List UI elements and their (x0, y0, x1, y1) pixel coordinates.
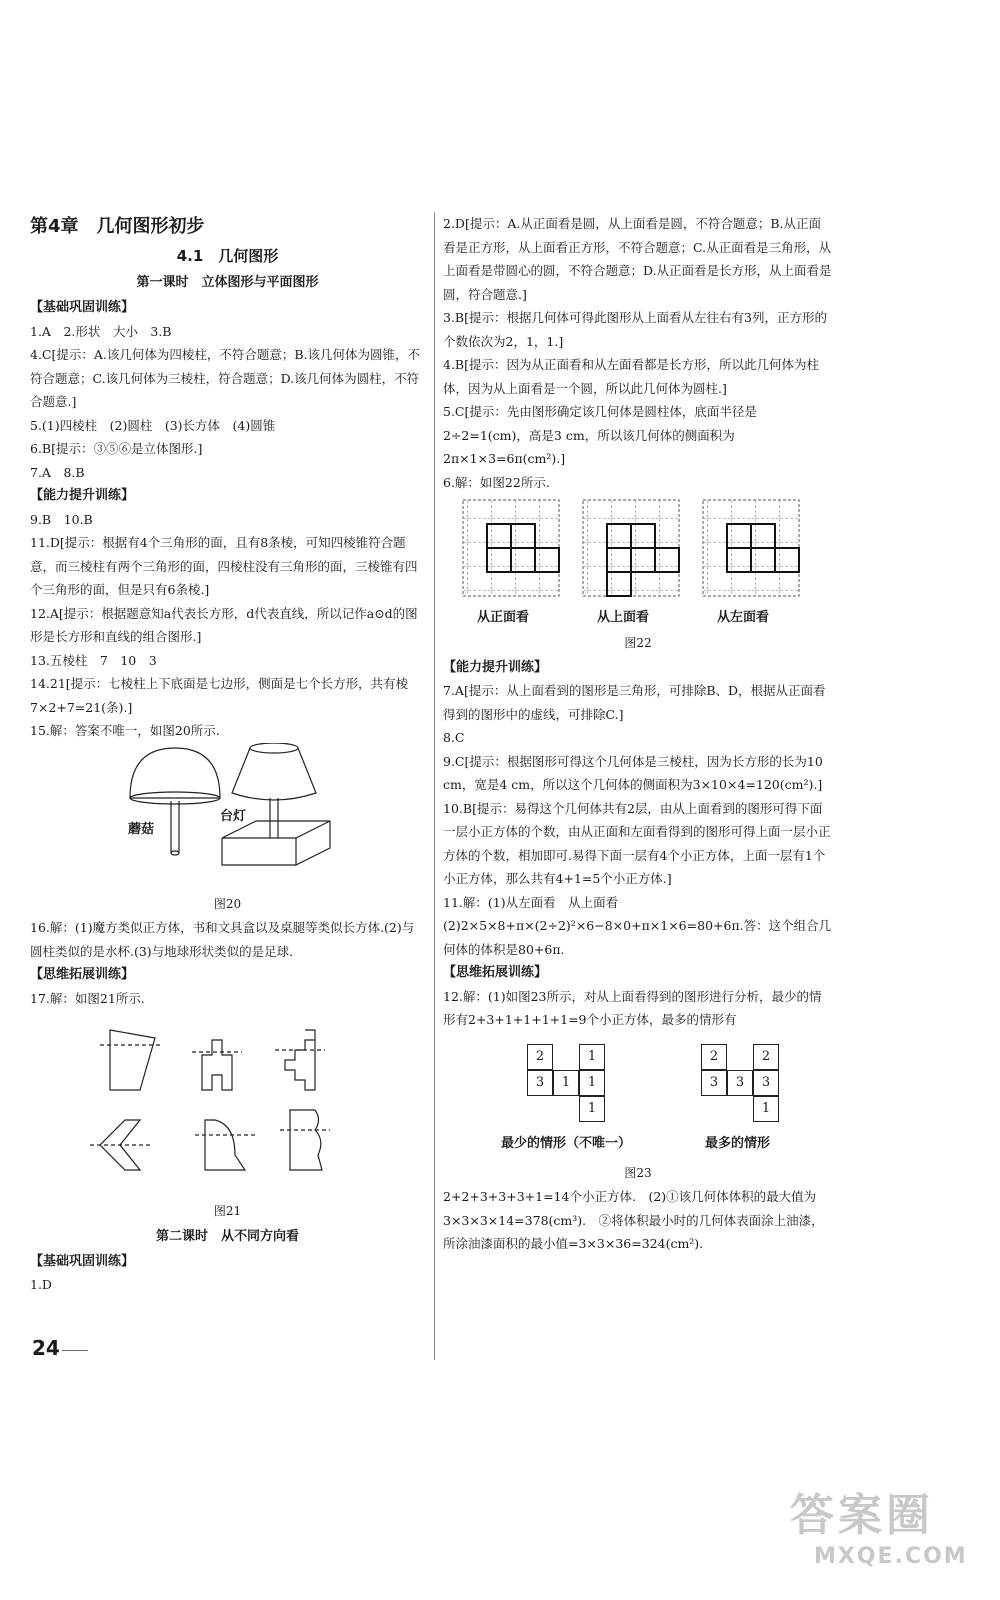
figure-20-label-left: 蘑菇 (128, 821, 155, 837)
think-heading: 【思维拓展训练】 (30, 967, 135, 982)
answer-line: 6.B[提示：③⑤⑥是立体图形.] (30, 441, 203, 456)
answer-line: 16.解：(1)魔方类似正方体，书和文具盒以及桌腿等类似长方体.(2)与圆柱类似的是水杯.(3)与地球形状类似的是足球. (30, 920, 415, 959)
answer-line: 8.C (443, 730, 465, 745)
answer-line: 1.A 2.形状 大小 3.B (30, 323, 172, 339)
answer-line: 10.B[提示：易得这个几何体共有2层，由从上面看到的图形可得下面一层小正方体的个数，由从正面和左面看得到的图形可得上面一层小正方体的个数，相加即可.易得下面一层有4个小正方体，上面一层有1个小正方体，那么共有4+1=5个小正方体.] (443, 800, 831, 886)
answer-line: 11.解：(1)从左面看 从上面看 (2)2×5×8+π×(2÷2)²×6−8×0+π×1×6=80+6π.答：这个组合几何体的体积是80+6π. (443, 894, 832, 957)
page-number-rule (62, 1350, 88, 1351)
column-divider (434, 212, 435, 1360)
answer-line: 7.A 8.B (30, 464, 85, 480)
answer-line: 14.21[提示：七棱柱上下底面是七边形，侧面是七个长方形，共有棱7×2+7=21(条).] (30, 676, 409, 715)
answer-line: 6.解：如图22所示. (443, 474, 550, 490)
figure-23-right-grid (701, 1044, 779, 1122)
grid-cell: 1 (753, 1096, 779, 1122)
basic-heading-2: 【基础巩固训练】 (30, 1253, 135, 1269)
grid-cell: 2 (753, 1044, 779, 1070)
ability-heading: 【能力提升训练】 (443, 659, 548, 675)
figure-21-caption: 图21 (213, 1204, 242, 1218)
chapter-title: 第4章 几何图形初步 (30, 216, 205, 237)
figure-23-label-right: 最多的情形 (705, 1135, 771, 1151)
figure-23 (443, 1032, 833, 1162)
figure-20 (30, 743, 425, 893)
watermark-url: MXQE.COM (814, 1544, 968, 1569)
figure-22-label-left: 从左面看 (717, 610, 770, 625)
grid-cell: 3 (753, 1070, 779, 1096)
grid-cell: 1 (579, 1096, 605, 1122)
answer-line: 13.五棱柱 7 10 3 (30, 652, 157, 668)
grid-cell (553, 1044, 577, 1068)
grid-cell: 1 (579, 1044, 605, 1070)
answer-line: 17.解：如图21所示. (30, 990, 145, 1006)
figure-23-label-left: 最少的情形（不唯一） (501, 1135, 632, 1151)
figure-21 (30, 1010, 425, 1200)
watermark (790, 1490, 980, 1595)
answer-line: 2+2+3+3+3+1=14个小正方体. (2)①该几何体体积的最大值为3×3×3×14=378(cm³). ②将体积最小时的几何体表面涂上油漆，所涂油漆面积的最小值=3×3×36=324(cm²). (443, 1189, 824, 1251)
page-number: 24 (32, 1336, 60, 1360)
lesson-title: 第一课时 立体图形与平面图形 (136, 275, 319, 290)
answer-line: 12.解：(1)如图23所示，对从上面看得到的图形进行分析，最少的情形有2+3+1+1+1+1=9个小正方体，最多的情形有 (443, 988, 822, 1027)
answer-line: 2.D[提示：A.从正面看是圆，从上面看是圆，不符合题意；B.从正面看是正方形，从上面看正方形，不符合题意；C.从正面看是三角形，从上面看是带圆心的圆，不符合题意；D.从正面看是长方形，从上面看是圆，符合题意.] (443, 216, 832, 302)
figure-20-label-right: 台灯 (220, 808, 247, 824)
figure-22-label-front: 从正面看 (477, 610, 530, 625)
answer-line: 11.D[提示：根据有4个三角形的面，且有8条棱，可知四棱锥符合题意，而三棱柱有两个三角形的面，四棱柱没有三角形的面，三棱锥有四个三角形的面，但是只有6条棱.] (30, 535, 418, 597)
answer-line: 4.B[提示：因为从正面看和从左面看都是长方形，所以此几何体为柱体，因为从上面看是一个圆，所以此几何体为圆柱.] (443, 357, 819, 396)
answer-line: 15.解：答案不唯一，如图20所示. (30, 723, 220, 738)
basic-heading: 【基础巩固训练】 (30, 300, 135, 315)
figure-22-caption: 图22 (624, 636, 652, 650)
right-column (443, 212, 833, 1256)
figure-22 (443, 494, 833, 632)
grid-cell: 1 (579, 1070, 605, 1096)
grid-cell: 1 (553, 1070, 579, 1096)
grid-cell: 2 (701, 1044, 727, 1070)
left-column (30, 212, 425, 1297)
section-title: 4.1 几何图形 (176, 247, 279, 265)
figure-23-left-grid (527, 1044, 605, 1122)
answer-line: 5.C[提示：先由图形确定该几何体是圆柱体，底面半径是2÷2=1(cm)，高是3 cm，所以该几何体的侧面积为2π×1×3=6π(cm²).] (443, 404, 757, 466)
answer-line: 3.B[提示：根据几何体可得此图形从上面看从左往右有3列，正方形的个数依次为2，1，1.] (443, 310, 827, 349)
figure-21-drawing (30, 1010, 425, 1200)
grid-cell: 3 (701, 1070, 727, 1096)
answer-line: 12.A[提示：根据题意知a代表长方形，d代表直线，所以记作a⊙d的图形是长方形和直线的组合图形.] (30, 605, 418, 644)
watermark-logo: 答案圈 (790, 1490, 934, 1541)
grid-cell: 3 (727, 1070, 753, 1096)
answer-line: 5.(1)四棱柱 (2)圆柱 (3)长方体 (4)圆锥 (30, 417, 276, 433)
answer-line: 4.C[提示：A.该几何体为四棱柱，不符合题意；B.该几何体为圆锥，不符合题意；C.该几何体为三棱柱，符合题意；D.该几何体为圆柱，不符合题意.] (30, 347, 421, 409)
answer-line: 7.A[提示：从上面看到的图形是三角形，可排除B、D，根据从正面看得到的图形中的虚线，可排除C.] (443, 683, 826, 722)
figure-23-caption: 图23 (624, 1165, 652, 1180)
lesson-2-title: 第二课时 从不同方向看 (155, 1228, 299, 1244)
figure-22-label-top: 从上面看 (597, 610, 650, 625)
ability-heading: 【能力提升训练】 (30, 488, 135, 503)
answer-line: 9.B 10.B (30, 511, 93, 527)
answer-line: 1.D (30, 1277, 52, 1292)
grid-cell: 2 (527, 1044, 553, 1070)
think-heading: 【思维拓展训练】 (443, 965, 548, 980)
figure-20-caption: 图20 (213, 896, 242, 911)
grid-cell: 3 (527, 1070, 553, 1096)
answer-line: 9.C[提示：根据图形可得这个几何体是三棱柱，因为长方形的长为10 cm，宽是4 cm，所以这个几何体的侧面积为3×10×4=120(cm²).] (443, 753, 823, 792)
